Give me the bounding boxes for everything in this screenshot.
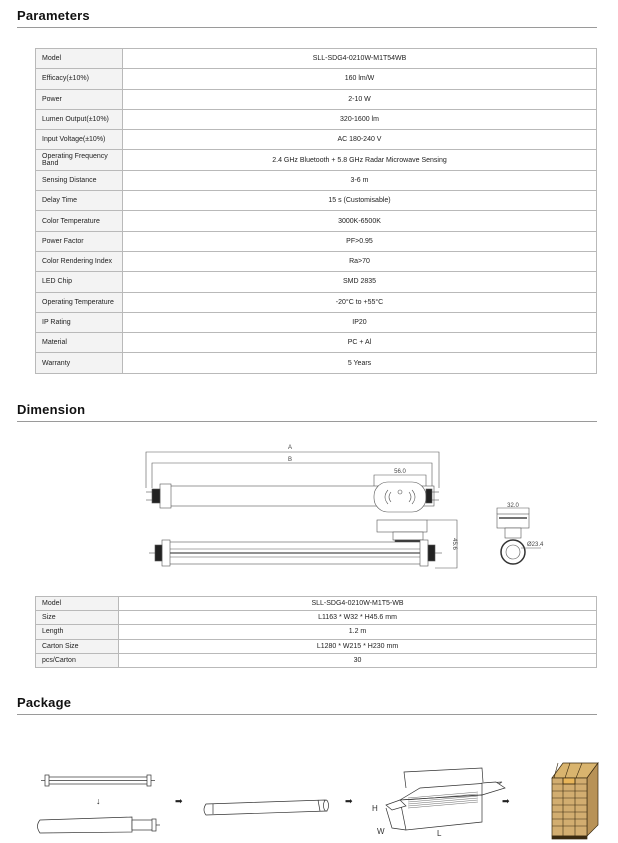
param-value: 2.4 GHz Bluetooth + 5.8 GHz Radar Microwave Sensing <box>123 150 597 170</box>
param-value: PC + Al <box>123 333 597 353</box>
arrow-right-icon: ➡ <box>345 796 353 806</box>
param-value: SLL-SDG4-0210W-M1T54WB <box>123 49 597 69</box>
param-label: Power Factor <box>36 231 123 251</box>
section-title-package: Package <box>17 695 72 710</box>
dim-label-b: B <box>287 457 293 463</box>
param-label: Efficacy(±10%) <box>36 69 123 89</box>
dim-label: Carton Size <box>36 639 119 653</box>
table-row <box>36 639 597 653</box>
packed-tube-icon <box>204 800 329 815</box>
param-value: IP20 <box>123 312 597 332</box>
arrow-right-icon: ➡ <box>175 796 183 806</box>
param-label: Model <box>36 49 123 69</box>
pallet-icon <box>552 763 598 839</box>
param-value: 15 s (Customisable) <box>123 191 597 211</box>
section-title-parameters: Parameters <box>17 8 90 23</box>
arrow-right-icon: ➡ <box>502 796 510 806</box>
end-view-drawing <box>485 500 555 580</box>
param-label: LED Chip <box>36 272 123 292</box>
table-row <box>36 611 597 625</box>
table-row <box>36 333 597 353</box>
table-row <box>36 353 597 373</box>
dim-value: 1.2 m <box>119 625 597 639</box>
param-label: Warranty <box>36 353 123 373</box>
dim-value: L1163 * W32 * H45.6 mm <box>119 611 597 625</box>
section-divider <box>17 714 597 715</box>
table-row <box>36 109 597 129</box>
table-row <box>36 597 597 611</box>
param-value: 3-6 m <box>123 170 597 190</box>
param-label: Power <box>36 89 123 109</box>
param-value: -20°C to +55°C <box>123 292 597 312</box>
table-row <box>36 170 597 190</box>
param-value: PF>0.95 <box>123 231 597 251</box>
table-row <box>36 625 597 639</box>
param-value: 2-10 W <box>123 89 597 109</box>
sleeved-tube-icon <box>38 817 161 833</box>
dim-label-a: A <box>287 445 293 451</box>
dim-value: SLL-SDG4-0210W-M1T5-WB <box>119 597 597 611</box>
package-flow-illustration <box>20 760 618 843</box>
param-value: 160 lm/W <box>123 69 597 89</box>
table-row <box>36 211 597 231</box>
arrow-down-icon: ↓ <box>96 796 101 806</box>
param-label: Operating Temperature <box>36 292 123 312</box>
dim-label: Length <box>36 625 119 639</box>
table-row <box>36 49 597 69</box>
dim-label: Model <box>36 597 119 611</box>
table-row <box>36 69 597 89</box>
param-label: Material <box>36 333 123 353</box>
param-label: Color Temperature <box>36 211 123 231</box>
section-divider <box>17 27 597 28</box>
table-row <box>36 292 597 312</box>
param-label: Lumen Output(±10%) <box>36 109 123 129</box>
param-label: Color Rendering Index <box>36 251 123 271</box>
table-row <box>36 130 597 150</box>
param-label: Sensing Distance <box>36 170 123 190</box>
param-value: 320-1600 lm <box>123 109 597 129</box>
dim-label-end-width: 32.0 <box>507 503 519 509</box>
carton-length-label: L <box>437 829 442 838</box>
table-row <box>36 89 597 109</box>
param-value: Ra>70 <box>123 251 597 271</box>
table-row <box>36 312 597 332</box>
dim-label: Size <box>36 611 119 625</box>
table-row <box>36 191 597 211</box>
dimension-table <box>35 596 597 668</box>
param-label: IP Rating <box>36 312 123 332</box>
table-row <box>36 272 597 292</box>
carton-box-icon <box>386 768 505 830</box>
table-row <box>36 231 597 251</box>
dim-label: pcs/Carton <box>36 653 119 667</box>
param-label: Delay Time <box>36 191 123 211</box>
section-title-dimension: Dimension <box>17 402 86 417</box>
table-row <box>36 150 597 170</box>
carton-height-label: H <box>372 804 378 813</box>
param-label: Operating Frequency Band <box>36 150 123 170</box>
param-label: Input Voltage(±10%) <box>36 130 123 150</box>
dim-value: L1280 * W215 * H230 mm <box>119 639 597 653</box>
tube-dimension-drawing <box>140 438 470 583</box>
param-value: SMD 2835 <box>123 272 597 292</box>
dim-label-height: 45.6 <box>451 538 457 550</box>
table-row <box>36 251 597 271</box>
dim-label-sensor-width: 56.0 <box>394 469 406 475</box>
bare-tube-icon <box>41 775 155 786</box>
parameters-table <box>35 48 597 374</box>
param-value: AC 180-240 V <box>123 130 597 150</box>
dim-value: 30 <box>119 653 597 667</box>
param-value: 3000K-6500K <box>123 211 597 231</box>
carton-width-label: W <box>377 827 385 836</box>
dim-label-diameter: Ø23.4 <box>527 542 544 548</box>
param-value: 5 Years <box>123 353 597 373</box>
table-row <box>36 653 597 667</box>
section-divider <box>17 421 597 422</box>
